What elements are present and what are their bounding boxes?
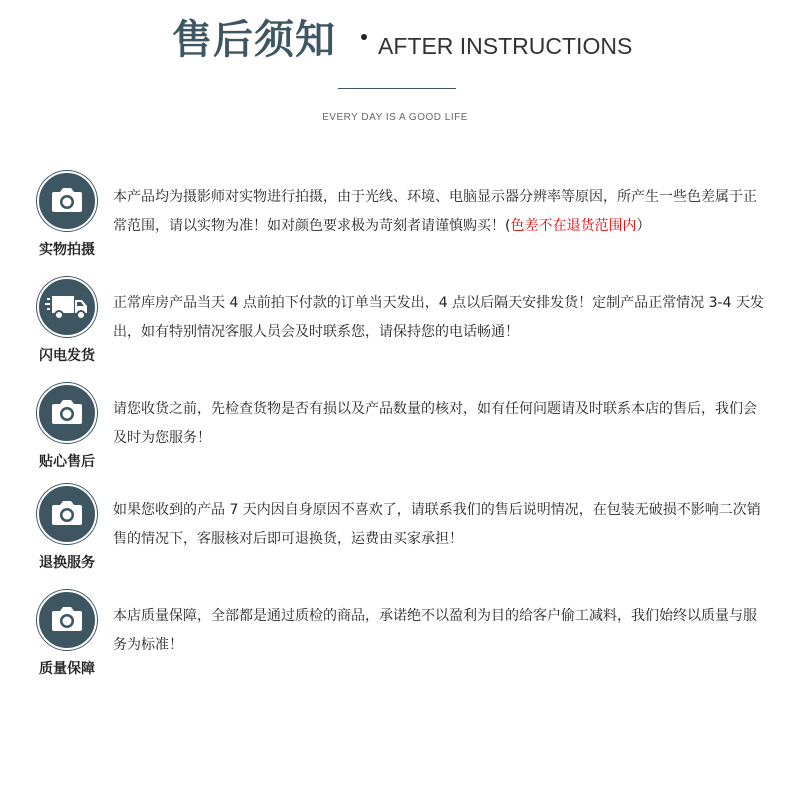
section-label: 贴心售后 <box>39 454 95 470</box>
header <box>0 0 790 140</box>
section-text: 正常库房产品当天 4 点前拍下付款的订单当天发出，4 点以后隔天安排发货！定制产品正常情况 3-4 天发出，如有特别情况客服人员会及时联系您，请保持您的电话畅通！ <box>113 295 764 340</box>
section-label: 退换服务 <box>39 555 95 571</box>
camera-icon <box>36 589 98 651</box>
camera-icon <box>36 170 98 232</box>
delivery-truck-icon <box>36 276 98 338</box>
header-divider <box>338 88 456 89</box>
section-label: 闪电发货 <box>39 348 95 364</box>
section-label: 质量保障 <box>39 661 95 677</box>
page-title: 售后须知 <box>172 17 336 63</box>
section-text: 本产品均为摄影师对实物进行拍摄，由于光线、环境、电脑显示器分辨率等原因，所产生一些色差属于正常范围，请以实物为准！如对颜色要求极为苛刻者请谨慎购买！(色差不在退货范围内） <box>113 189 757 234</box>
camera-icon <box>36 483 98 545</box>
section-text: 本店质量保障，全部都是通过质检的商品，承诺绝不以盈利为目的给客户偷工减料，我们始终以质量与服务为标准！ <box>113 608 757 653</box>
title-separator-dot <box>361 34 367 40</box>
section-text: 请您收货之前，先检查货物是否有损以及产品数量的核对，如有任何问题请及时联系本店的售后，我们会及时为您服务！ <box>113 401 757 446</box>
tagline: EVERY DAY IS A GOOD LIFE <box>322 112 468 123</box>
page-subtitle: AFTER INSTRUCTIONS <box>378 33 633 59</box>
camera-icon <box>36 382 98 444</box>
section-label: 实物拍摄 <box>39 242 95 258</box>
section-text: 如果您收到的产品 7 天内因自身原因不喜欢了，请联系我们的售后说明情况，在包装无破损不影响二次销售的情况下，客服核对后即可退换货，运费由买家承担！ <box>113 502 761 547</box>
highlight-text: 色差不在退货范围内 <box>510 218 637 234</box>
